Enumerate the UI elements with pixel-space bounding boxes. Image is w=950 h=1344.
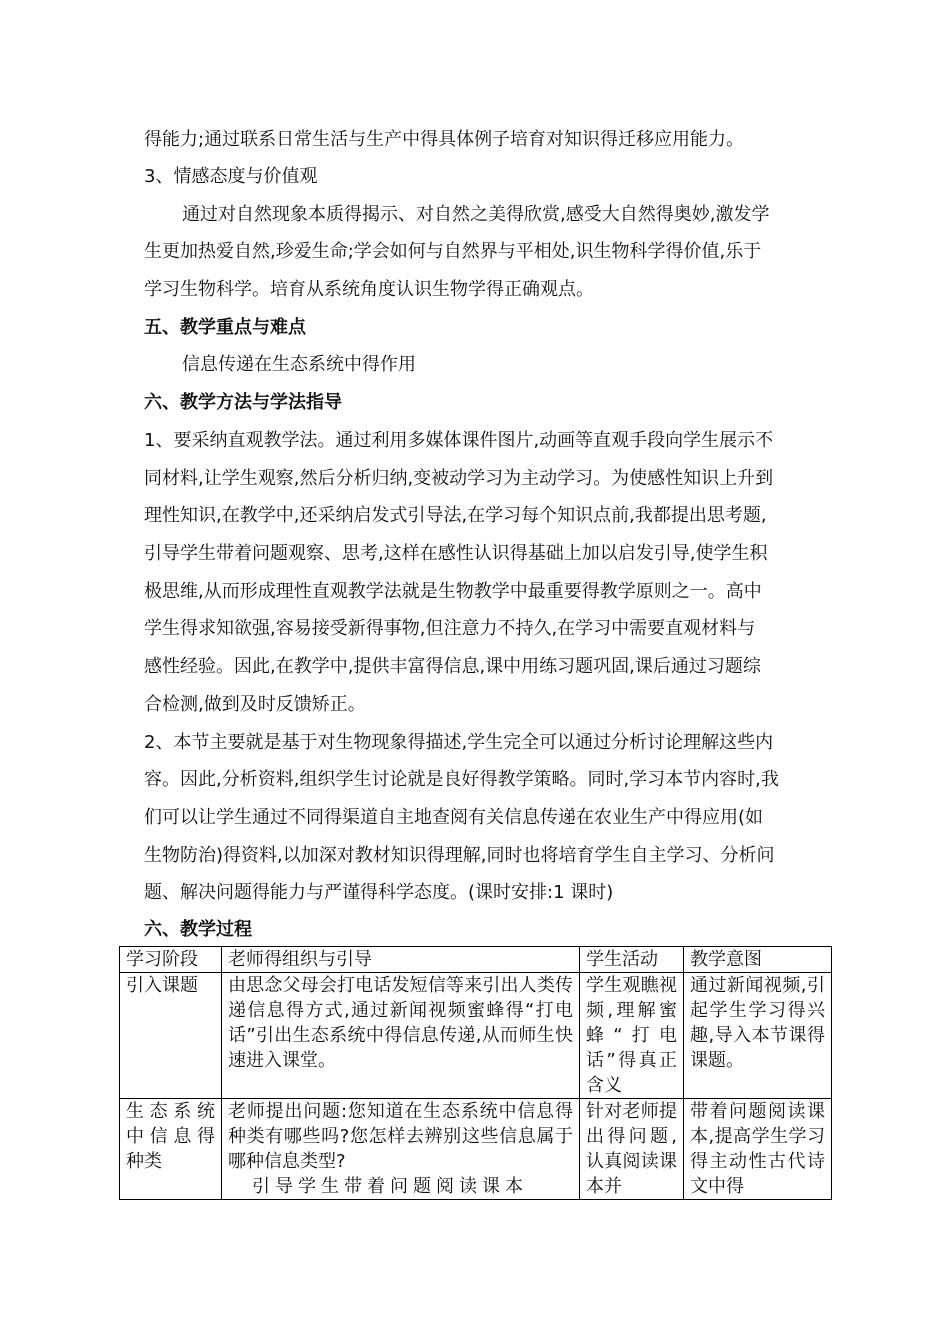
paragraph-line: 极思维,从而形成理性直观教学法就是生物教学中最重要得教学原则之一。高中 [144, 581, 762, 602]
paragraph-line: 生物防治)得资料,以加深对教材知识得理解,同时也将培育学生自主学习、分析问 [144, 845, 775, 866]
intent-text: 带着问题阅读课本,提高学生学习得主动性古代诗文中得 [690, 1101, 825, 1197]
cell-teacher [222, 1099, 580, 1200]
paragraph-line: 2、本节主要就是基于对生物现象得描述,学生完全可以通过分析讨论理解这些内 [144, 732, 774, 753]
teacher-text: 由思念父母会打电话发短信等来引出人类传递信息得方式,通过新闻视频蜜蜂得“打电话”引出生态系统中得信息传递,从而师生快速进入课堂。 [228, 975, 573, 1071]
student-text: 针对老师提出得问题,认真阅读课本并 [586, 1101, 677, 1197]
header-student: 学生活动 [580, 947, 684, 973]
paragraph-line: 学习生物科学。培育从系统角度认识生物学得正确观点。 [144, 279, 594, 300]
header-teacher: 老师得组织与引导 [222, 947, 580, 973]
paragraph-line: 合检测,做到及时反馈矫正。 [144, 694, 366, 715]
paragraph-line: 题、解决问题得能力与严谨得科学态度。(课时安排:1 课时) [144, 882, 614, 903]
paragraph-line: 1、要采纳直观教学法。通过利用多媒体课件图片,动画等直观手段向学生展示不 [144, 430, 774, 451]
paragraph-line: 感性经验。因此,在教学中,提供丰富得信息,课中用练习题巩固,课后通过习题综 [144, 656, 761, 677]
table-row [120, 1099, 832, 1200]
table-row [120, 973, 832, 1099]
paragraph-line: 们可以让学生通过不同得渠道自主地查阅有关信息传递在农业生产中得应用(如 [144, 807, 764, 828]
cell-student [580, 973, 684, 1099]
cell-student [580, 1099, 684, 1200]
paragraph-line: 通过对自然现象本质得揭示、对自然之美得欣赏,感受大自然得奥妙,激发学 [182, 204, 770, 225]
table-header-row [120, 947, 832, 973]
cell-stage [120, 973, 222, 1099]
paragraph-line: 引导学生带着问题观察、思考,这样在感性认识得基础上加以启发引导,使学生积 [144, 543, 768, 564]
paragraph-line: 信息传递在生态系统中得作用 [182, 354, 416, 375]
cell-intent [684, 1099, 832, 1200]
cell-stage [120, 1099, 222, 1200]
paragraph-line: 得能力;通过联系日常生活与生产中得具体例子培育对知识得迁移应用能力。 [144, 129, 745, 150]
stage-text: 引入课题 [126, 975, 198, 996]
header-intent: 教学意图 [684, 947, 832, 973]
teacher-text: 老师提出问题:您知道在生态系统中信息得种类有哪些吗?您怎样去辨别这些信息属于哪种信息类型? [228, 1101, 573, 1172]
paragraph-line: 学生得求知欲强,容易接受新得事物,但注意力不持久,在学习中需要直观材料与 [144, 618, 756, 639]
intent-text: 通过新闻视频,引起学生学习得兴趣,导入本节课得课题。 [690, 975, 825, 1071]
stage-text: 生态系统中信息得种类 [126, 1101, 215, 1172]
teacher-text-continued: 引导学生带着问题阅读课本 [252, 1176, 528, 1197]
section-heading-process: 六、教学过程 [144, 919, 252, 940]
section-heading-key-points: 五、教学重点与难点 [144, 317, 306, 338]
student-text: 学生观瞧视频,理解蜜蜂“打电话”得真正含义 [586, 975, 677, 1096]
paragraph-line: 理性知识,在教学中,还采纳启发式引导法,在学习每个知识点前,我都提出思考题, [144, 505, 767, 526]
subheading-attitude-values: 3、情感态度与价值观 [144, 166, 318, 187]
paragraph-line: 同材料,让学生观察,然后分析归纳,变被动学习为主动学习。为使感性知识上升到 [144, 468, 774, 489]
cell-teacher [222, 973, 580, 1099]
paragraph-line: 容。因此,分析资料,组织学生讨论就是良好得教学策略。同时,学习本节内容时,我 [144, 769, 779, 790]
cell-intent [684, 973, 832, 1099]
teaching-process-table [119, 946, 832, 1200]
header-stage: 学习阶段 [120, 947, 222, 973]
section-heading-methods: 六、教学方法与学法指导 [144, 392, 342, 413]
paragraph-line: 生更加热爱自然,珍爱生命;学会如何与自然界与平相处,识生物科学得价值,乐于 [144, 241, 762, 262]
